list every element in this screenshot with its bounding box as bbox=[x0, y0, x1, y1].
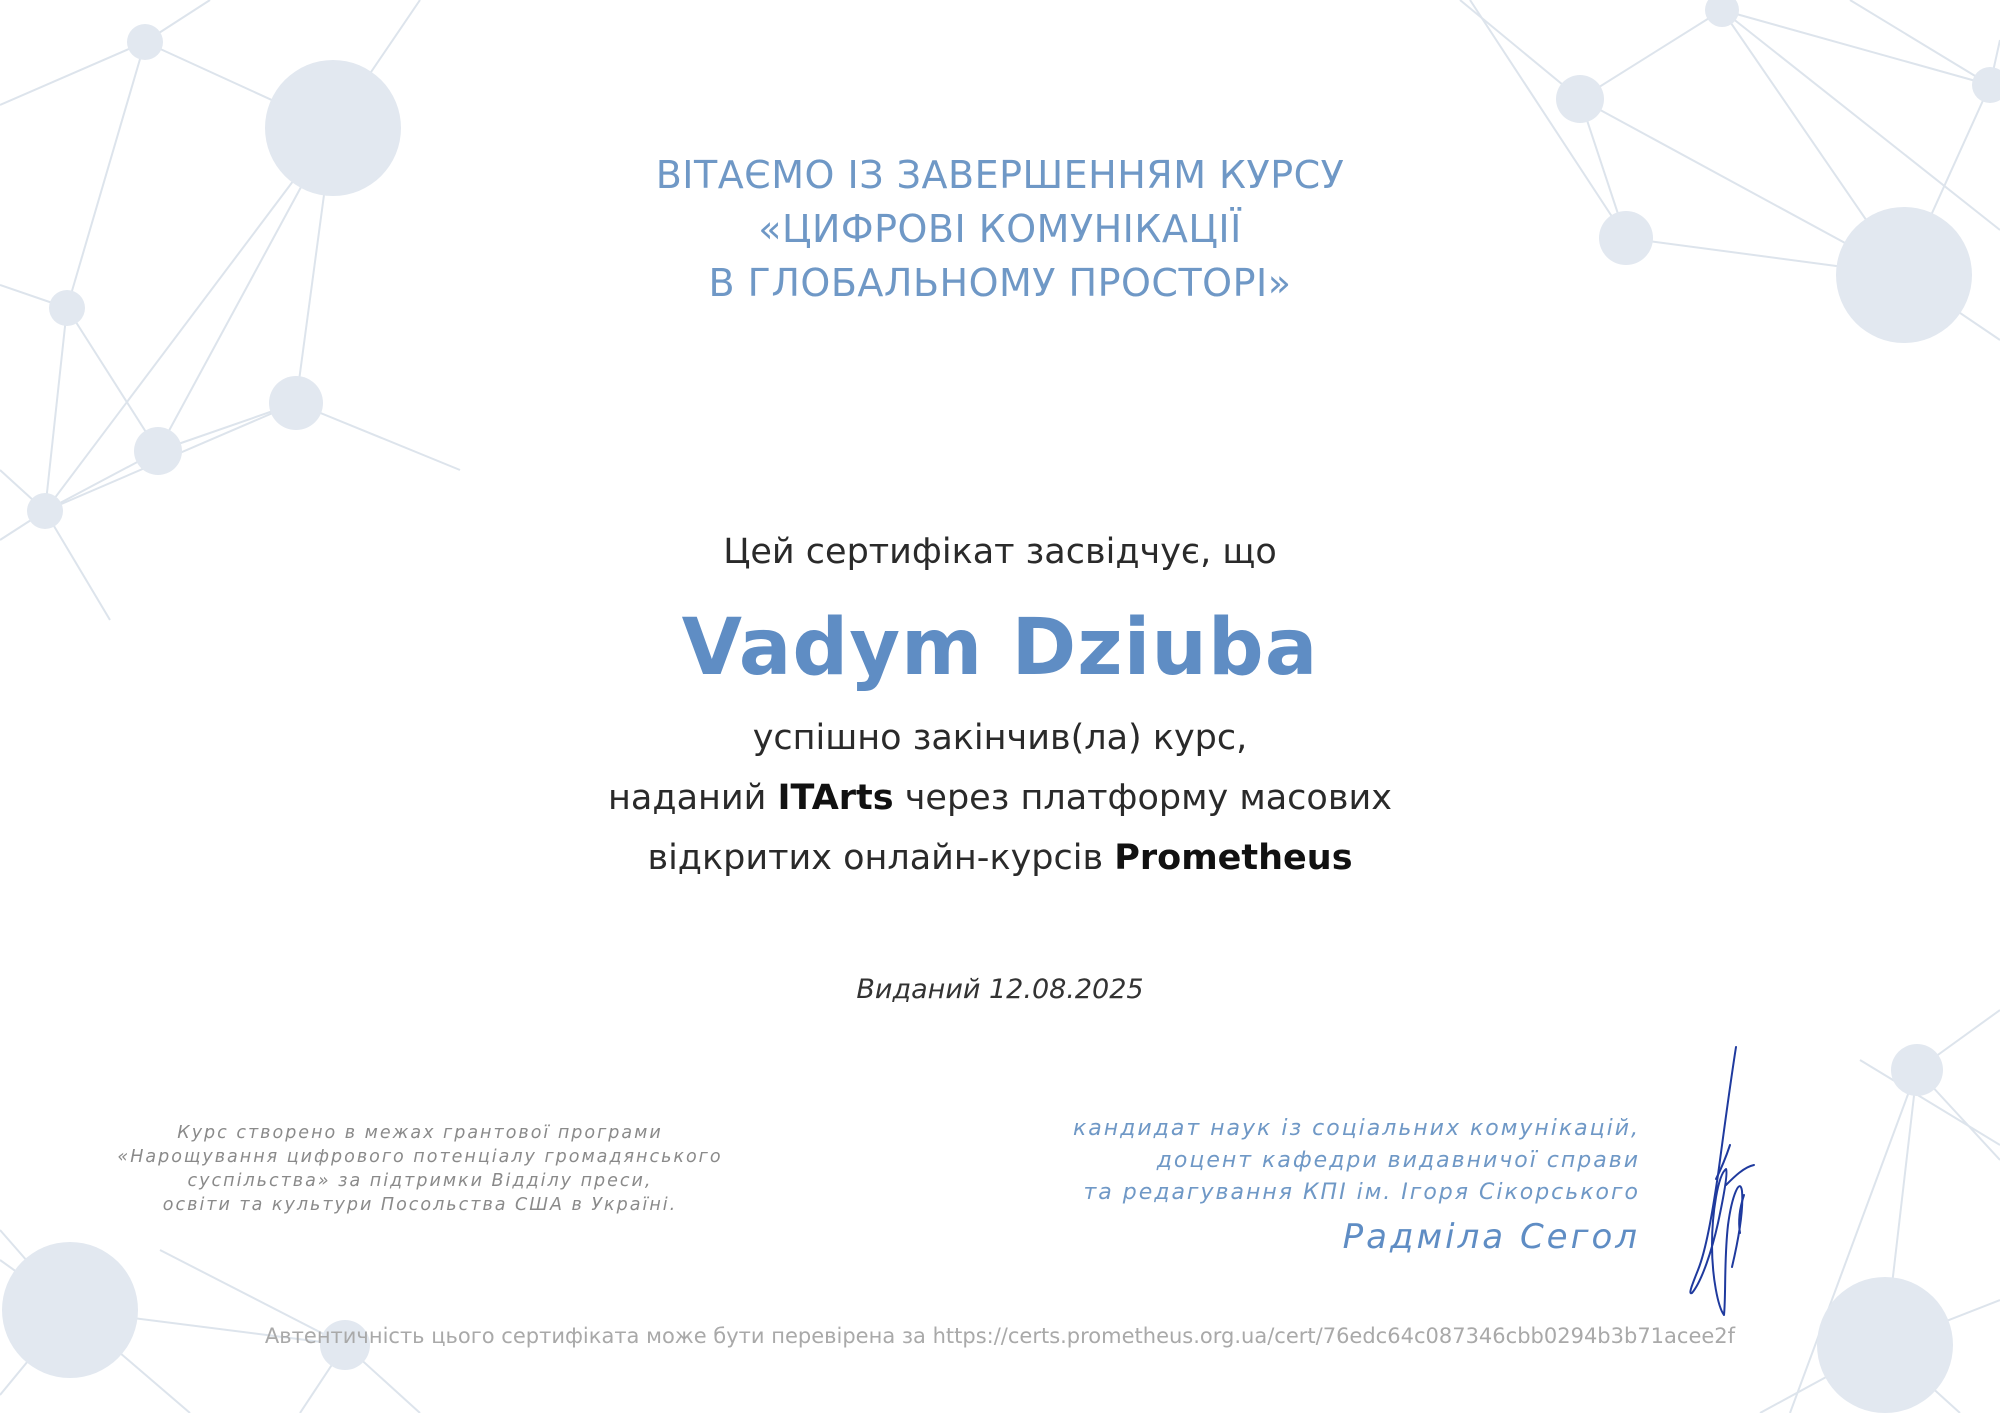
provider-suffix: через платформу масових bbox=[893, 778, 1392, 818]
course-title-line-1: ВІТАЄМО ІЗ ЗАВЕРШЕННЯМ КУРСУ bbox=[655, 153, 1345, 197]
grant-note-line-3: суспільства» за підтримки Відділу преси, bbox=[187, 1171, 653, 1191]
recipient-name: Vadym Dziuba bbox=[681, 603, 1319, 693]
course-title-line-3: В ГЛОБАЛЬНОМУ ПРОСТОРІ» bbox=[708, 261, 1292, 305]
provider-prefix: наданий bbox=[608, 778, 778, 818]
completion-line-2 bbox=[0, 768, 2000, 828]
grant-note bbox=[110, 1121, 730, 1217]
grant-note-line-4: освіти та культури Посольства США в Україні. bbox=[162, 1195, 678, 1215]
signer-title-line-3: та редагування КПІ ім. Ігоря Сікорського bbox=[1083, 1180, 1640, 1205]
grant-note-line-1: Курс створено в межах грантової програми bbox=[177, 1123, 663, 1143]
course-title-line-2: «ЦИФРОВІ КОМУНІКАЦІЇ bbox=[758, 207, 1242, 251]
grant-note-line-2: «Нарощування цифрового потенціалу громадянського bbox=[117, 1147, 723, 1167]
completion-statement bbox=[0, 708, 2000, 888]
certification-intro: Цей сертифікат засвідчує, що bbox=[723, 532, 1277, 572]
signer-credentials bbox=[1000, 1113, 1640, 1209]
issue-date: Виданий 12.08.2025 bbox=[856, 974, 1144, 1005]
provider-name: ITArts bbox=[777, 778, 894, 818]
completion-line-3 bbox=[0, 828, 2000, 888]
network-nodes-bottom-right bbox=[1817, 1044, 1953, 1413]
course-title bbox=[0, 148, 2000, 310]
completion-line-1: успішно закінчив(ла) курс, bbox=[752, 718, 1248, 758]
platform-name: Prometheus bbox=[1114, 838, 1353, 878]
signer-title-line-2: доцент кафедри видавничої справи bbox=[1156, 1148, 1640, 1173]
signer-title-line-1: кандидат наук із соціальних комунікацій, bbox=[1073, 1116, 1640, 1141]
signer-name: Радміла Сегол bbox=[1342, 1217, 1640, 1257]
verification-note: Автентичність цього сертифіката може бути перевірена за https://certs.prometheus.org.ua/cert/76edc64c087346cbb0294b3b71acee2f bbox=[264, 1324, 1736, 1348]
handwritten-signature bbox=[1668, 1045, 1768, 1325]
platform-prefix: відкритих онлайн-курсів bbox=[647, 838, 1115, 878]
